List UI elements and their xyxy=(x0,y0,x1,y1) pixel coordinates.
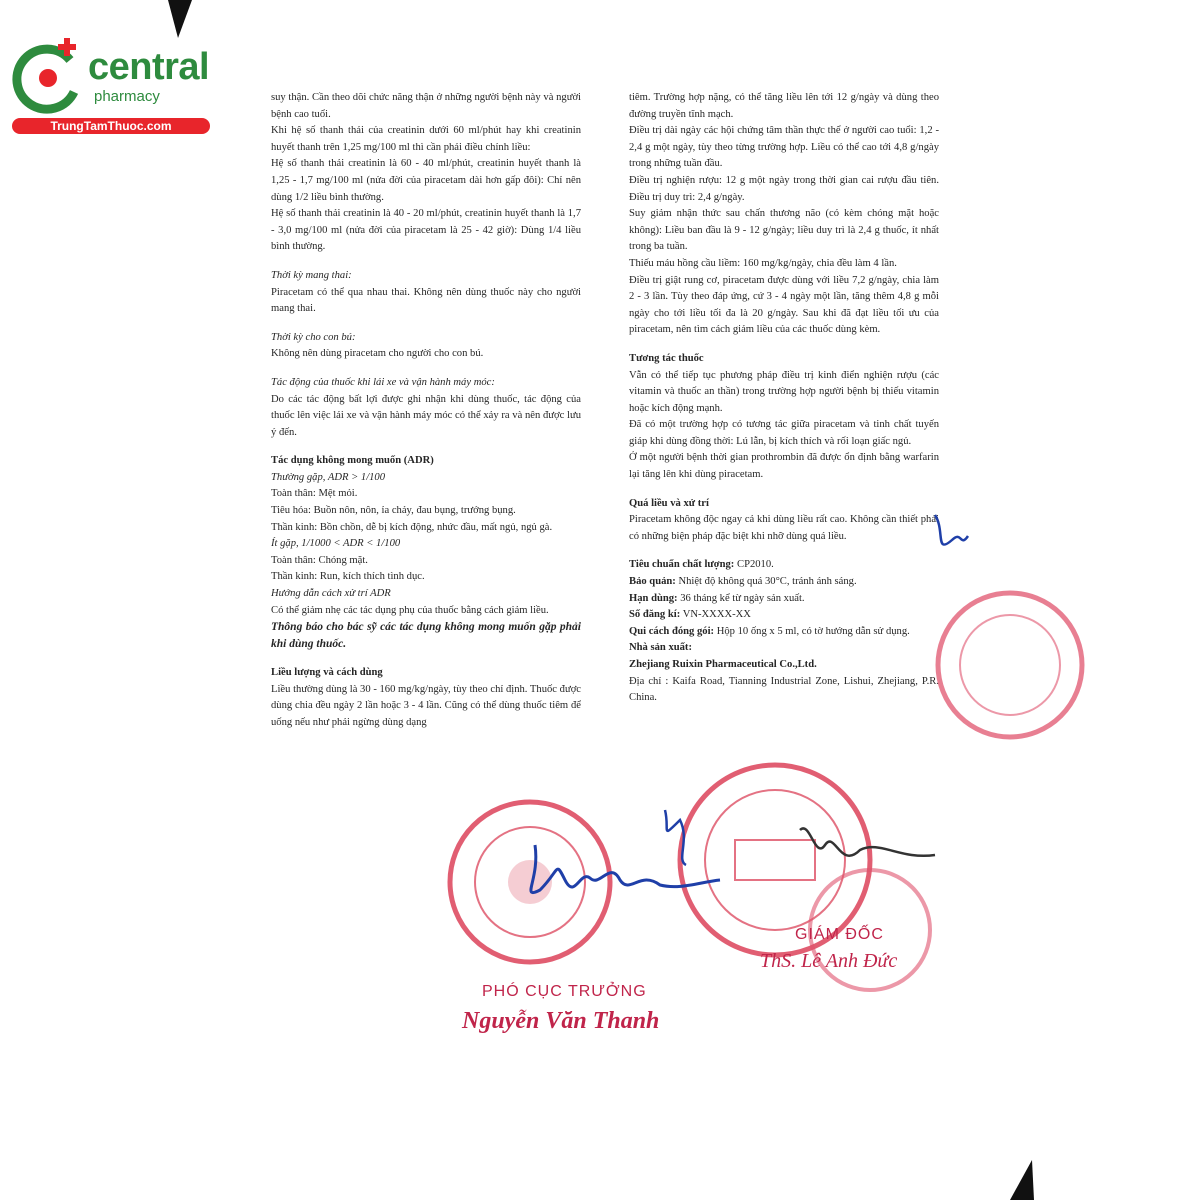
paragraph: Không nên dùng piracetam cho người cho con bú. xyxy=(271,348,484,360)
subheading: Thường gặp, ADR > 1/100 xyxy=(271,471,386,483)
paragraph: Vẫn có thể tiếp tục phương pháp điều trị kinh điển nghiện rượu (các vitamin và thuốc an thần) trong trường hợp người bệnh bị thiếu vitamin hoặc kích động mạnh. xyxy=(629,369,939,414)
logo-url-banner: TrungTamThuoc.com xyxy=(12,118,210,134)
deputy-title: PHÓ CỤC TRƯỞNG xyxy=(482,983,647,1000)
info-label: Bảo quản: xyxy=(629,576,676,588)
initial-signature xyxy=(665,810,686,865)
margin-initial xyxy=(935,515,968,545)
deputy-name: Nguyễn Văn Thanh xyxy=(462,1008,660,1034)
manufacturer-address: Địa chỉ : Kaifa Road, Tianning Industrial Zone, Lishui, Zhejiang, P.R. China. xyxy=(629,675,939,704)
paragraph: Piracetam không độc ngay cả khi dùng liều rất cao. Không cần thiết phải có những biện pháp đặc biệt khi nhỡ dùng quá liều. xyxy=(629,514,939,542)
paragraph: Khi hệ số thanh thải của creatinin dưới 60 ml/phút hay khi creatinin huyết thanh trên 1,25 mg/100 ml thì cần phải điều chỉnh liều: xyxy=(271,125,581,153)
paragraph: Điều trị giật rung cơ, piracetam được dùng với liều 7,2 g/ngày, chia làm 2 - 3 lần. Tùy theo đáp ứng, cứ 3 - 4 ngày một lần, tăng thêm 4,8 g mỗi ngày cho tới liều tối đa là 20 g/ngày. Sau khi đã đạt liều tối ưu của piracetam, nên tìm cách giảm liều của các thuốc dùng kèm. xyxy=(629,274,939,336)
scan-mark xyxy=(1010,1160,1034,1200)
paragraph: Liều thường dùng là 30 - 160 mg/kg/ngày, tùy theo chỉ định. Thuốc được dùng chia đều ngày 2 lần hoặc 3 - 4 lần. Cũng có thể dùng thuốc tiêm để uống nếu như phải ngừng dùng dạng xyxy=(271,683,581,728)
section-heading: Tác động của thuốc khi lái xe và vận hành máy móc: xyxy=(271,376,495,388)
list-item: Toàn thân: Chóng mặt. xyxy=(271,554,368,566)
section-heading: Tương tác thuốc xyxy=(629,352,704,364)
director-title: GIÁM ĐỐC xyxy=(795,926,884,943)
info-label: Qui cách đóng gói: xyxy=(629,625,715,637)
section-heading: Thời kỳ mang thai: xyxy=(271,269,352,281)
paragraph: Do các tác động bất lợi được ghi nhận khi dùng thuốc, tác động của thuốc lên việc lái xe và vận hành máy móc có thể xảy ra và nên được lưu ý đến. xyxy=(271,393,581,438)
paragraph: Piracetam có thể qua nhau thai. Không nên dùng thuốc này cho người mang thai. xyxy=(271,286,581,315)
info-value: VN-XXXX-XX xyxy=(682,609,751,621)
info-label: Tiêu chuẩn chất lượng: xyxy=(629,559,735,571)
paragraph: Ở một người bệnh thời gian prothrombin đã được ổn định bằng warfarin lại tăng lên khi dùng piracetam. xyxy=(629,452,939,481)
paragraph: Có thể giảm nhẹ các tác dụng phụ của thuốc bằng cách giảm liều. xyxy=(271,604,549,616)
scan-mark xyxy=(168,0,192,38)
logo-wordmark: central xyxy=(88,46,210,88)
section-heading: Tác dụng không mong muốn (ADR) xyxy=(271,455,434,467)
list-item: Thần kinh: Run, kích thích tình dục. xyxy=(271,571,425,583)
section-heading: Thời kỳ cho con bú: xyxy=(271,331,356,343)
paragraph: suy thận. Cần theo dõi chức năng thận ở những người bệnh này và người bệnh cao tuổi. xyxy=(271,92,581,120)
info-value: Nhiệt độ không quá 30°C, tránh ánh sáng. xyxy=(678,576,857,588)
notice: Thông báo cho bác sỹ các tác dụng không mong muốn gặp phải khi dùng thuốc. xyxy=(271,621,581,651)
manufacturer-name: Zhejiang Ruixin Pharmaceutical Co.,Ltd. xyxy=(629,659,817,670)
paragraph: tiêm. Trường hợp nặng, có thể tăng liều lên tới 12 g/ngày và dùng theo đường truyền tĩnh mạch. xyxy=(629,92,939,120)
info-label: Nhà sản xuất: xyxy=(629,642,692,654)
list-item: Toàn thân: Mệt mỏi. xyxy=(271,488,358,500)
info-label: Hạn dùng: xyxy=(629,592,678,604)
subheading: Hướng dẫn cách xử trí ADR xyxy=(271,588,391,600)
info-value: 36 tháng kể từ ngày sản xuất. xyxy=(680,592,805,604)
paragraph: Thiếu máu hồng cầu liềm: 160 mg/kg/ngày, chia đều làm 4 lần. xyxy=(629,257,897,269)
paragraph: Điều trị dài ngày các hội chứng tâm thần thực thể ở người cao tuổi: 1,2 - 2,4 g một ngày, tùy theo từng trường hợp. Liều có thể cao tới 4,8 g/ngày trong những tuần đầu. xyxy=(629,125,939,170)
list-item: Thần kinh: Bồn chồn, dễ bị kích động, nhức đầu, mất ngủ, ngủ gà. xyxy=(271,521,553,533)
info-value: Hộp 10 ống x 5 ml, có tờ hướng dẫn sử dụng. xyxy=(716,625,910,637)
subheading: Ít gặp, 1/1000 < ADR < 1/100 xyxy=(271,538,401,550)
section-heading: Liều lượng và cách dùng xyxy=(271,667,383,679)
section-heading: Quá liều và xử trí xyxy=(629,497,709,509)
list-item: Tiêu hóa: Buồn nôn, nôn, ỉa chảy, đau bụng, trướng bụng. xyxy=(271,505,516,517)
paragraph: Suy giảm nhận thức sau chấn thương não (có kèm chóng mặt hoặc không): Liều ban đầu là 9 - 12 g/ngày; liều duy trì là 2,4 g thuốc, ít nhất trong ba tuần. xyxy=(629,208,939,253)
deputy-signature xyxy=(531,845,720,893)
logo-subtitle: pharmacy xyxy=(94,88,160,105)
paragraph: Hệ số thanh thải creatinin là 40 - 20 ml/phút, creatinin huyết thanh là 1,7 - 3,0 mg/100 ml (nửa đời của piracetam là 25 - 42 giờ): Dùng 1/4 liều bình thường. xyxy=(271,208,581,253)
director-name: ThS. Lê Anh Đức xyxy=(760,950,898,972)
info-value: CP2010. xyxy=(737,559,774,571)
paragraph: Hệ số thanh thải creatinin là 60 - 40 ml/phút, creatinin huyết thanh là 1,25 - 1,7 mg/100 ml (nửa đời của piracetam dài hơn gấp đôi): Chỉ nên dùng 1/2 liều bình thường. xyxy=(271,158,581,203)
paragraph: Điều trị nghiện rượu: 12 g một ngày trong thời gian cai rượu đầu tiên. Điều trị duy trì: 2,4 g/ngày. xyxy=(629,174,939,203)
info-label: Số đăng kí: xyxy=(629,609,681,621)
paragraph: Đã có một trường hợp có tương tác giữa piracetam và tinh chất tuyến giáp khi dùng đồng thời: Lú lẫn, bị kích thích và rối loạn giấc ngủ. xyxy=(629,419,939,447)
